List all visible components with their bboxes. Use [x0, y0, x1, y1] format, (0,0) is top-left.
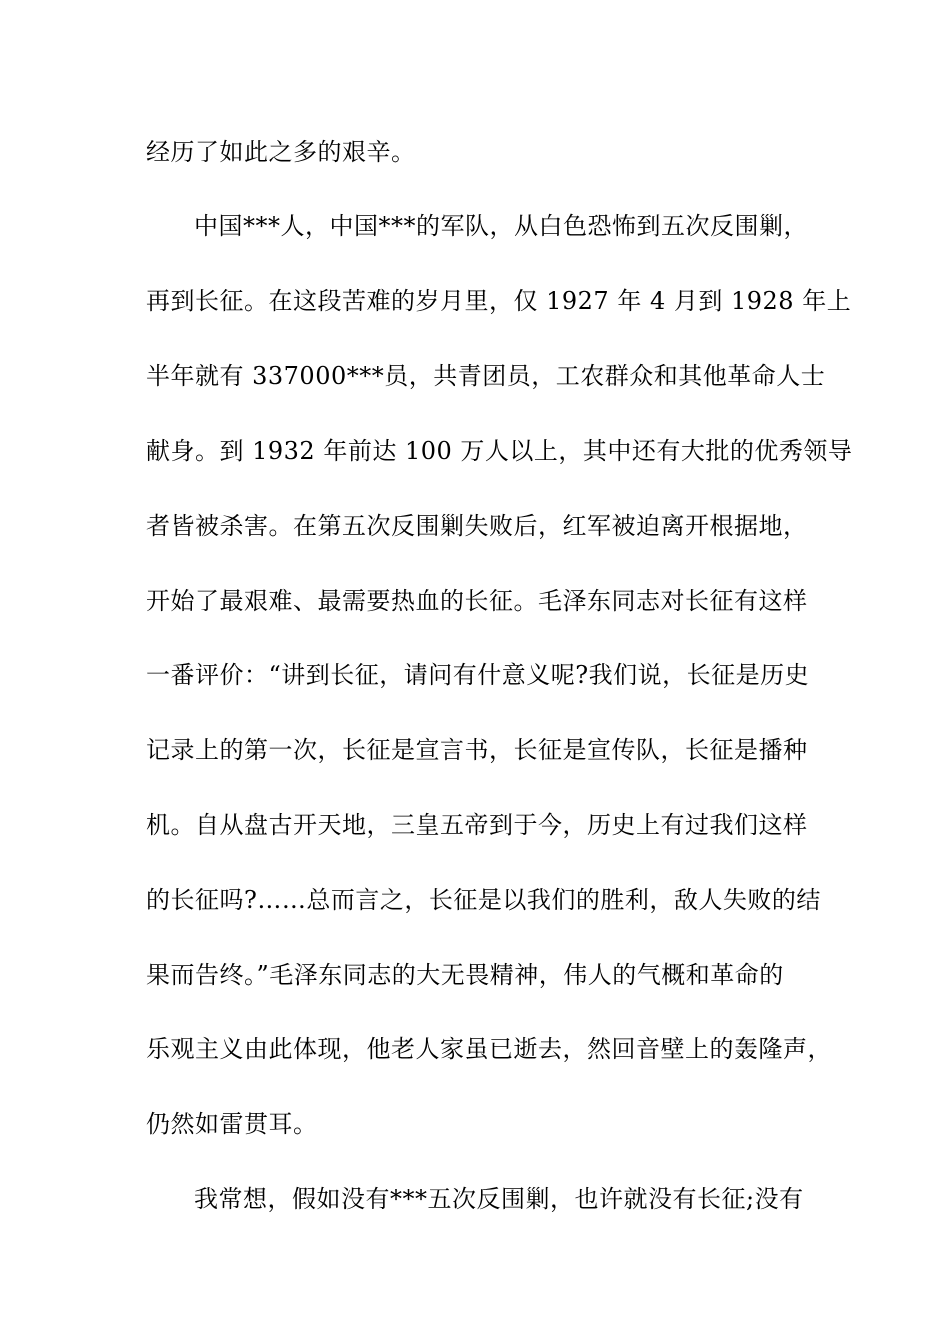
text-line: 半年就有 337000***员，共青团员，工农群众和其他革命人士 — [146, 362, 826, 390]
text-line: 乐观主义由此体现，他老人家虽已逝去，然回音壁上的轰隆声， — [146, 1035, 832, 1063]
text-line: 献身。到 1932 年前达 100 万人以上，其中还有大批的优秀领导 — [146, 437, 853, 465]
text-line: 者皆被杀害。在第五次反围剿失败后，红军被迫离开根据地， — [146, 512, 808, 540]
text-line: 记录上的第一次，长征是宣言书，长征是宣传队，长征是播种 — [146, 736, 808, 764]
text-line: 果而告终。”毛泽东同志的大无畏精神，伟人的气概和革命的 — [146, 961, 784, 989]
text-line: 我常想，假如没有***五次反围剿，也许就没有长征;没有 — [194, 1185, 804, 1213]
text-line: 中国***人，中国***的军队，从白色恐怖到五次反围剿， — [194, 212, 808, 240]
text-line: 开始了最艰难、最需要热血的长征。毛泽东同志对长征有这样 — [146, 587, 808, 615]
text-line: 仍然如雷贯耳。 — [146, 1110, 318, 1138]
text-line: 的长征吗?……总而言之，长征是以我们的胜利，敌人失败的结 — [146, 886, 821, 914]
text-line: 一番评价：“讲到长征，请问有什意义呢?我们说，长征是历史 — [146, 661, 810, 689]
text-line: 再到长征。在这段苦难的岁月里，仅 1927 年 4 月到 1928 年上 — [146, 287, 852, 315]
text-line: 经历了如此之多的艰辛。 — [146, 138, 416, 166]
text-line: 机。自从盘古开天地，三皇五帝到于今，历史上有过我们这样 — [146, 811, 808, 839]
